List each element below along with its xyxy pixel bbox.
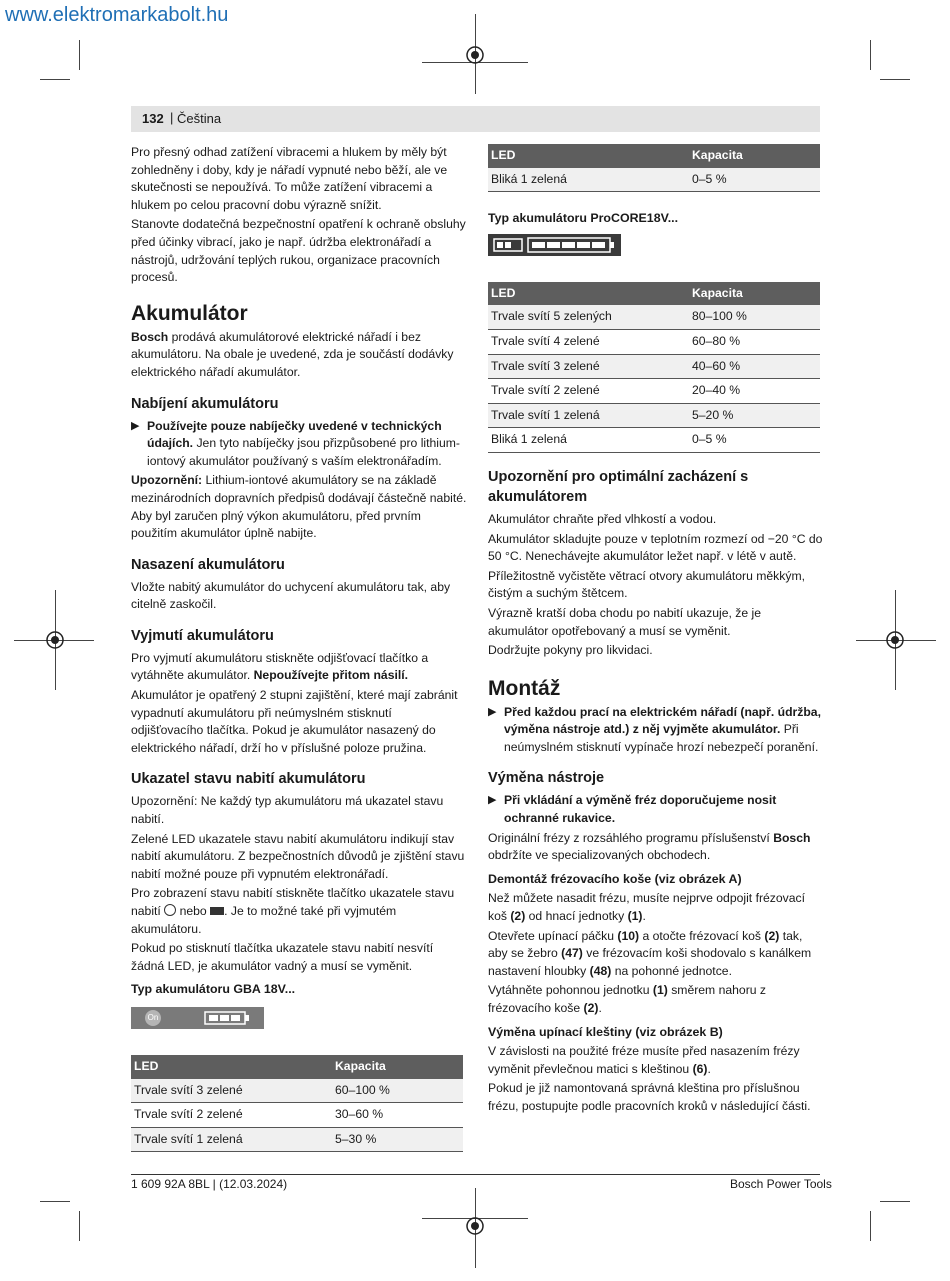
language-label: Čeština [177, 111, 222, 126]
footer-brand: Bosch Power Tools [730, 1177, 832, 1191]
table-row: Trvale svítí 4 zelené 60–80 % [488, 329, 820, 354]
gba-battery-indicator [131, 1007, 264, 1029]
left-column [131, 144, 467, 1152]
table-header-capacity: Kapacita [689, 282, 820, 306]
header-separator: | [170, 110, 174, 125]
heading-nasazeni: Nasazení akumulátoru [131, 556, 285, 573]
watermark-url[interactable]: www.elektromarkabolt.hu [5, 4, 229, 26]
paragraph: Pokud je již namontovaná správná kleština pro příslušnou frézu, postupujte podle pracovních kroků v následující části. [488, 1081, 811, 1113]
paragraph: Upozornění: Lithium-iontové akumulátory se na základě mezinárodních dopravních předpisů dodávají částečně nabité. Aby byl zaručen plný výkon akumulátoru, před prvním použitím akumulátor úplně nabijte. [131, 473, 467, 541]
paragraph: Akumulátor skladujte pouze v teplotním rozmezí od −20 °C do 50 °C. Nenechávejte akumulátor ležet např. v létě v autě. [488, 531, 823, 564]
page-header [131, 106, 820, 132]
table-row: Trvale svítí 1 zelená 5–20 % [488, 403, 820, 428]
battery-icon [204, 1011, 250, 1025]
heading-demontaz: Demontáž frézovacího koše (viz obrázek A) [488, 871, 742, 886]
table-header-led: LED [488, 144, 689, 168]
paragraph: Vytáhněte pohonnou jednotku (1) směrem nahoru z frézovacího koše (2). [488, 983, 767, 1015]
bullet-triangle-icon: ▶ [488, 794, 497, 807]
heading-akumulator: Akumulátor [131, 301, 248, 325]
table-header-capacity: Kapacita [332, 1055, 463, 1079]
table-row: Trvale svítí 2 zelené 20–40 % [488, 379, 820, 404]
paragraph: Akumulátor chraňte před vlhkostí a vodou. [488, 511, 717, 526]
table-header-capacity: Kapacita [689, 144, 820, 168]
table-row: Trvale svítí 1 zelená 5–30 % [131, 1127, 463, 1152]
paragraph: Pro přesný odhad zatížení vibracemi a hlukem by měly být zohledněny i doby, kdy je nářadí vypnuté nebo běží, ale ve skutečnosti se nepoužívá. To může zatížení vibracemi a hlukem po celou pracovní dobu výrazně snížit. [131, 145, 448, 212]
on-button-icon [164, 904, 176, 916]
right-column [488, 144, 824, 1118]
gba-capacity-table-continued [488, 144, 820, 192]
heading-nabijeni: Nabíjení akumulátoru [131, 395, 279, 412]
battery-button-icon [210, 907, 224, 915]
page-number: 132 [142, 111, 164, 126]
bullet-triangle-icon: ▶ [488, 705, 497, 718]
paragraph: Vložte nabitý akumulátor do uchycení akumulátoru tak, aby citelně zaskočil. [131, 579, 451, 612]
paragraph: Upozornění: Ne každý typ akumulátoru má ukazatel stavu nabití. [131, 794, 444, 827]
table-row: Bliká 1 zelená 0–5 % [488, 428, 820, 453]
on-button-icon: On [145, 1010, 161, 1026]
bullet-item: ▶ Při vkládání a výměně fréz doporučujeme nosit ochranné rukavice. [488, 793, 777, 826]
paragraph: Zelené LED ukazatele stavu nabití akumulátoru indikují stav nabití akumulátoru. Z bezpečnostních důvodů je zjištění stavu nabití možné pouze při vypnutém elektronářadí. [131, 831, 465, 881]
footer-divider [131, 1174, 820, 1175]
heading-montaz: Montáž [488, 676, 561, 700]
paragraph: Pro vyjmutí akumulátoru stiskněte odjišťovací tlačítko a vytáhněte akumulátor. Nepoužívejte přitom násilí. [131, 650, 429, 683]
procore-battery-indicator [488, 234, 621, 256]
heading-vymena-nastroje: Výměna nástroje [488, 770, 605, 787]
footer-doc-number: 1 609 92A 8BL | (12.03.2024) [131, 1177, 288, 1191]
paragraph: Bosch prodává akumulátorové elektrické nářadí i bez akumulátoru. Na obale je uvedené, zda je součástí dodávky elektrického nářadí akumulátor. [131, 329, 454, 379]
table-row: Trvale svítí 5 zelených 80–100 % [488, 305, 820, 329]
table-header-led: LED [131, 1055, 332, 1079]
table-row: Trvale svítí 3 zelené 40–60 % [488, 354, 820, 379]
battery-type-gba: Typ akumulátoru GBA 18V... [131, 982, 296, 997]
paragraph: Stanovte dodatečná bezpečnostní opatření k ochraně obsluhy před účinky vibrací, jako je např. údržba elektronářadí a nástrojů, udržování teplých rukou, organizace pracovních procesů. [131, 217, 466, 285]
heading-vyjmuti: Vyjmutí akumulátoru [131, 627, 274, 644]
bullet-item: ▶ Používejte pouze nabíječky uvedené v technických údajích. Jen tyto nabíječky jsou přizpůsobené pro lithium-iontový akumulátor používaný s vaším elektronářadím. [131, 418, 460, 468]
paragraph: Akumulátor je opatřený 2 stupni zajištění, které mají zabránit vypadnutí akumulátoru při neúmyslném stisknutí odjišťovacího tlačítka. Pokud je akumulátor nasazený do elektrického nářadí, drží ho v příslušné poloze pružina. [131, 688, 458, 755]
paragraph: Originální frézy z rozsáhlého programu příslušenství Bosch obdržíte ve specializovaných obchodech. [488, 830, 811, 863]
paragraph: Výrazně kratší doba chodu po nabití ukazuje, že je akumulátor opotřebovaný a musí se vyměnit. [488, 605, 762, 638]
paragraph: Pokud po stisknutí tlačítka ukazatele stavu nabití nesvítí žádná LED, je akumulátor vadný a musí se vyměnit. [131, 941, 434, 973]
table-header-led: LED [488, 282, 689, 306]
paragraph: Pro zobrazení stavu nabití stiskněte tlačítko ukazatele stavu nabití nebo . Je to možné také při vyjmutém akumulátoru. [131, 886, 455, 936]
heading-upozorneni: Upozornění pro optimální zacházení s akumulátorem [488, 468, 749, 505]
battery-type-procore: Typ akumulátoru ProCORE18V... [488, 211, 679, 226]
gba-capacity-table [131, 1055, 463, 1152]
paragraph: Otevřete upínací páčku (10) a otočte frézovací koš (2) tak, aby se žebro (47) ve frézovacím koši shodovalo s kanálkem nastavení hloubky (48) na pohonné jednotce. [488, 928, 812, 978]
paragraph: Příležitostně vyčistěte větrací otvory akumulátoru měkkým, čistým a suchým štětcem. [488, 568, 805, 601]
table-row: Trvale svítí 2 zelené 30–60 % [131, 1103, 463, 1128]
battery-icon [492, 237, 618, 253]
paragraph: V závislosti na použité fréze musíte před nasazením frézy vyměnit převlečnou matici s kleštinou (6). [488, 1044, 800, 1076]
bullet-triangle-icon: ▶ [131, 419, 140, 432]
paragraph: Dodržujte pokyny pro likvidaci. [488, 643, 653, 658]
procore-capacity-table [488, 282, 820, 453]
table-row: Bliká 1 zelená 0–5 % [488, 168, 820, 192]
heading-kleština: Výměna upínací kleštiny (viz obrázek B) [488, 1024, 723, 1039]
paragraph: Než můžete nasadit frézu, musíte nejprve odpojit frézovací koš (2) od hnací jednotky (1). [488, 891, 806, 924]
heading-ukazatel: Ukazatel stavu nabití akumulátoru [131, 771, 366, 788]
bullet-item: ▶ Před každou prací na elektrickém nářadí (např. údržba, výměna nástroje atd.) z něj vyjměte akumulátor. Při neúmyslném stisknutí vypínače hrozí nebezpečí poranění. [488, 704, 821, 754]
table-row: Trvale svítí 3 zelené 60–100 % [131, 1079, 463, 1103]
